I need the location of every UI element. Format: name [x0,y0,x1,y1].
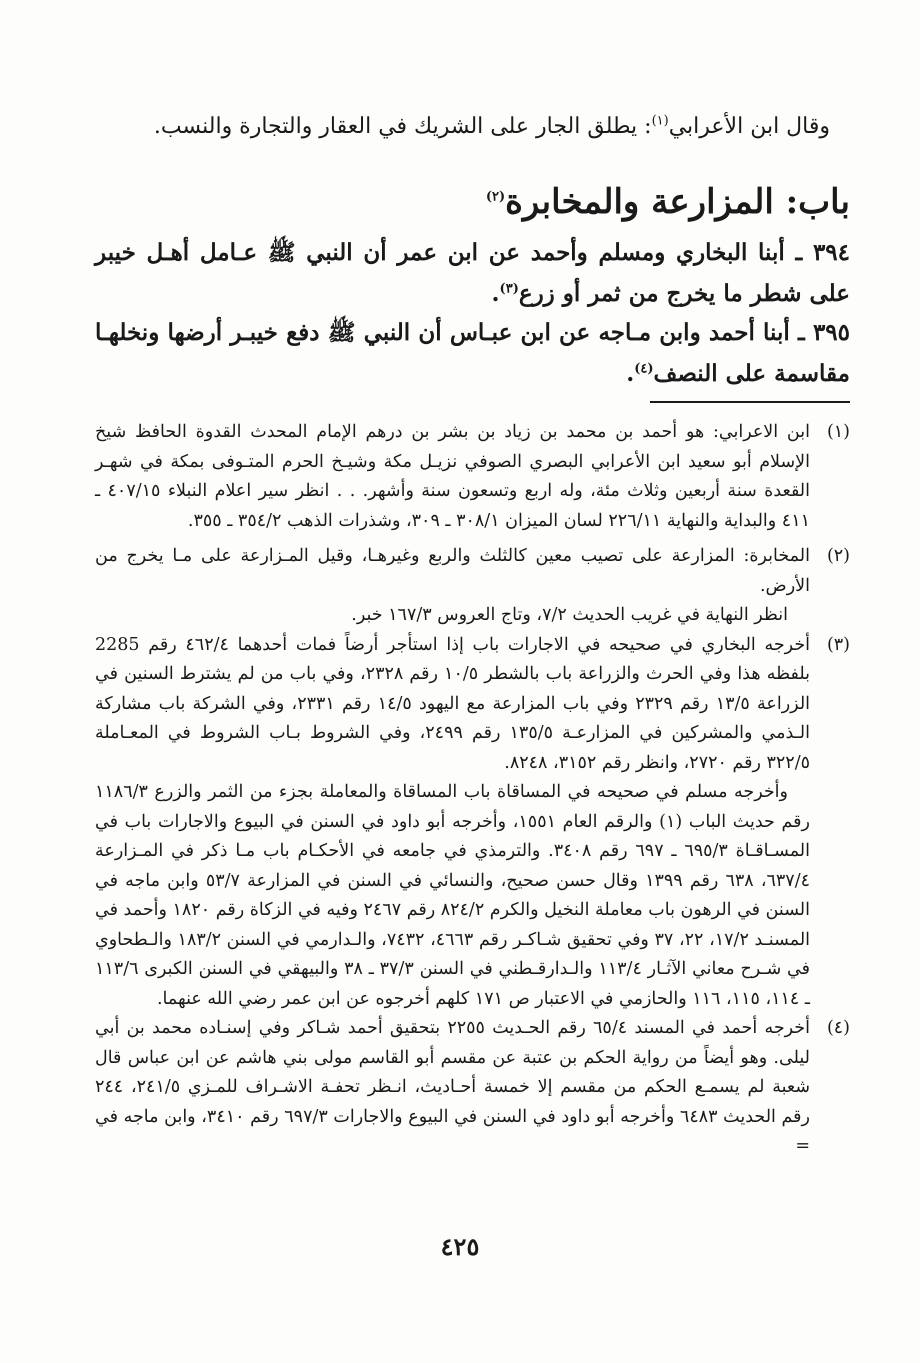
footnotes [95,418,850,1162]
footnote-3 [95,631,850,1015]
intro-rest: : يطلق الجار على الشريك في العقار والتجارة والنسب. [153,114,652,139]
chapter-title: باب: المزارعة والمخابرة [505,182,850,222]
footnote-mark: (٣) [826,634,850,655]
hadith-395 [95,312,850,394]
footnote-paragraph: انظر النهاية في غريب الحديث ٧/٢، وتاج العروس ١٦٧/٣ خبر. [351,605,788,625]
footnote-paragraph: ابن الاعرابي: هو أحمد بن محمد بن زياد بن بشر بن درهم الإمام المحدث القدوة الحافظ شيخ الإسلام أبو سعيد ابن الأعرابي البصري الصوفي نزيـل مكة وشيـخ الحرم المتـوفى بمكة في شهـر القعدة سنة أربعين وثلاث مئة، وله اربع وتسعون سنة وأشهر. . . انظر سير اعلام النبلاء ٤٠٧/١٥ ـ ٤١١ والبداية والنهاية ٢٢٦/١١ لسان الميزان ٣٠٨/١ ـ ٣٠٩، وشذرات الذهب ٣٥٤/٢ ـ ٣٥٥. [95,422,810,531]
footnote-paragraph: وأخرجه مسلم في صحيحه في المساقاة باب المساقاة والمعاملة بجزء من الثمر والزرع ١١٨٦/٣ رقم حديث الباب (١) والرقم العام ١٥٥١، وأخرجه أبو داود في السنن في البيوع والاجارات باب في المسـاقـاة ٦٩٥/٣ ـ ٦٩٧ رقم ٣٤٠٨. والترمذي في جامعه في الأحكـام باب مـا ذكر في المـزارعة ٦٣٧/٤، ٦٣٨ رقم ١٣٩٩ وقال حسن صحيح، والنسائي في السنن في المزارعة ٥٣/٧ وابن ماجه في السنن في الرهون باب معاملة النخيل والكرم ٨٢٤/٢ رقم ٢٤٦٧ وفيه في الزكاة رقم ١٨٢٠ وأحمد في المسنـد ١٧/٢، ٢٢، ٣٧ وفي تحقيق شـاكـر رقم ٤٦٦٣، ٧٤٣٢، والـدارمي في السنن ١٨٣/٢ والـطحاوي في شـرح معاني الآثـار ١١٣/٤ والـدارقـطني في السنن ٣٧/٣ ـ ٣٨ والبيهقي في السنن الكبرى ١١٣/٦ ـ ١١٤، ١١٥، ١١٦ والحازمي في الاعتبار ص ١٧١ كلهم أخرجوه عن ابن عمر رضي الله عنهما. [95,782,811,1009]
footnote-divider [650,401,850,403]
page-number: ٤٢٥ [440,1232,480,1261]
chapter-footnote-ref[interactable]: (٢) [485,189,506,205]
hadith-text: أبنا البخاري ومسلم وأحمد عن ابن عمر أن النبي ﷺ عـامل أهـل خيبر على شطر ما يخرج من ثمر أو زرع [95,239,850,307]
hadith-end: . [491,280,500,307]
footnote-4 [95,1014,850,1162]
hadith-394 [95,232,850,314]
hadith-number: ٣٩٤ ـ [795,239,850,266]
intro-text: وقال ابن الأعرابي [668,114,830,139]
hadith-footnote-ref[interactable]: (٤) [634,361,654,377]
footnote-1 [95,418,850,536]
footnote-mark: (٤) [826,1018,850,1038]
footnote-paragraph: أخرجه أحمد في المسند ٦٥/٤ رقم الحـديث ٢٢٥٥ بتحقيق أحمد شـاكر وفي إسنـاده محمد بن أبي ليلى. وهو أيضاً من رواية الحكم بن عتبة عن مقسم أبو القاسم مولى بني هاشم عن ابن عباس قال شعبة لم يسمـع الحكم من مقسم إلا خمسة أحـاديث، انـظر تحفـة الاشـراف للمـزي ٢٤١/٥، ٢٤٤ رقم الحديث ٦٤٨٣ وأخرجه أبو داود في السنن في البيوع والاجارات ٦٩٧/٣ رقم ٣٤١٠، وابن ماجه في = [95,1018,810,1156]
chapter-heading [95,178,850,226]
footnote-2 [95,542,850,631]
hadith-end: . [626,360,635,387]
hadith-number: ٣٩٥ ـ [798,319,850,346]
footnote-paragraph: أخرجه البخاري في صحيحه في الاجارات باب إذا استأجر أرضاً فمات أحدهما ٤٦٢/٤ رقم 2285 بلفظه هذا وفي الحرث والزراعة باب بالشطر ١٠/٥ رقم ٢٣٢٨، وفي باب من لم يشترط السنين في الزراعة ١٣/٥ رقم ٢٣٢٩ وفي باب المزارعة مع اليهود ١٤/٥ رقم ٢٣٣١، وفي الشركة باب مشاركة الـذمي والمشركين في المزارعـة ١٣٥/٥ رقم ٢٤٩٩، وفي الشروط بـاب الشروط في المعـاملة ٣٢٢/٥ رقم ٢٧٢٠، وانظر رقم ٣١٥٢، ٨٢٤٨. [95,634,811,773]
footnote-paragraph: المخابرة: المزارعة على تصيب معين كالثلث والربع وغيرهـا، وقيل المـزارعة على مـا يخرج من الأرض. [95,546,810,596]
footnote-mark: (١) [826,422,850,442]
intro-line [95,110,850,144]
intro-footnote-ref[interactable]: (١) [651,113,669,129]
hadith-footnote-ref[interactable]: (٣) [499,281,519,297]
footnote-mark: (٢) [826,546,850,566]
hadith-text: أبنا أحمد وابن مـاجه عن ابن عبـاس أن النبي ﷺ دفع خيبـر أرضها ونخلهـا مقاسمة على النصف [95,319,850,387]
